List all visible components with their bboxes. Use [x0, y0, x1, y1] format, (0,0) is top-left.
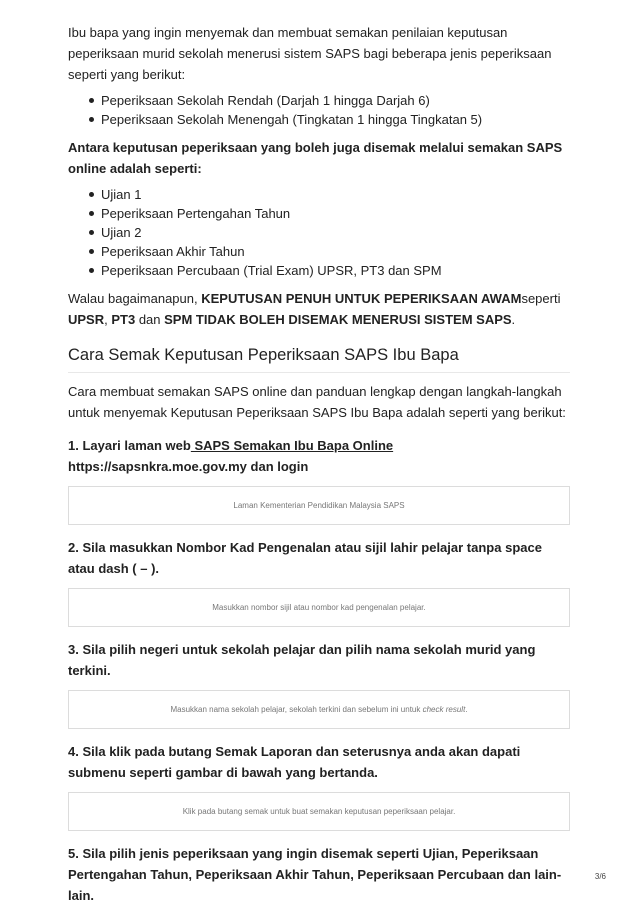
- image-placeholder: [68, 690, 570, 729]
- step-text: 1. Layari laman web: [68, 438, 191, 453]
- list-item: Ujian 1: [89, 185, 570, 204]
- image-caption: Klik pada butang semak untuk buat semakan keputusan peperiksaan pelajar.: [182, 807, 456, 816]
- step-4: 4. Sila klik pada butang Semak Laporan dan seterusnya anda akan dapati submenu seperti gambar di bawah yang bertanda.: [68, 744, 521, 780]
- image-caption: [170, 705, 467, 714]
- exam-intro-paragraph: Antara keputusan peperiksaan yang boleh juga disemak melalui semakan SAPS online adalah seperti:: [68, 140, 563, 176]
- note-text: ,: [104, 312, 112, 327]
- list-item: Peperiksaan Sekolah Rendah (Darjah 1 hingga Darjah 6): [89, 91, 570, 110]
- caption-text: Masukkan nama sekolah pelajar, sekolah terkini dan sebelum ini untuk: [170, 705, 423, 714]
- note-text: seperti: [521, 291, 561, 306]
- page-number: 3/6: [594, 872, 606, 881]
- image-placeholder: [68, 792, 570, 831]
- image-placeholder: [68, 588, 570, 627]
- note-text: .: [511, 312, 516, 327]
- caption-emphasis: check result: [422, 705, 466, 714]
- exam-list: [68, 185, 570, 280]
- image-placeholder: [68, 486, 570, 525]
- step-3: 3. Sila pilih negeri untuk sekolah pelajar dan pilih nama sekolah murid yang terkini.: [68, 642, 536, 678]
- school-level-list: [68, 91, 570, 129]
- note-text: dan: [135, 312, 165, 327]
- note-text: Walau bagaimanapun,: [68, 291, 202, 306]
- note-bold: UPSR: [68, 312, 105, 327]
- caption-text: .: [465, 705, 468, 714]
- note-bold: SPM TIDAK BOLEH DISEMAK MENERUSI SISTEM SAPS: [164, 312, 512, 327]
- image-caption: Laman Kementerian Pendidikan Malaysia SAPS: [233, 501, 405, 510]
- step-5: 5. Sila pilih jenis peperiksaan yang ingin disemak seperti Ujian, Peperiksaan Pertengahan Tahun, Peperiksaan Akhir Tahun, Peperiksaan Percubaan dan lain-lain.: [68, 846, 562, 903]
- step-text: https://sapsnkra.moe.gov.my dan login: [68, 459, 309, 474]
- image-caption: Masukkan nombor sijil atau nombor kad pengenalan pelajar.: [212, 603, 426, 612]
- list-item: Peperiksaan Percubaan (Trial Exam) UPSR, PT3 dan SPM: [89, 261, 570, 280]
- section-heading: Cara Semak Keputusan Peperiksaan SAPS Ibu Bapa: [68, 344, 570, 373]
- note-bold: KEPUTUSAN PENUH UNTUK PEPERIKSAAN AWAM: [201, 291, 522, 306]
- list-item: Peperiksaan Akhir Tahun: [89, 242, 570, 261]
- list-item: Peperiksaan Sekolah Menengah (Tingkatan 1 hingga Tingkatan 5): [89, 110, 570, 129]
- intro-paragraph: Ibu bapa yang ingin menyemak dan membuat semakan penilaian keputusan peperiksaan murid sekolah menerusi sistem SAPS bagi beberapa jenis peperiksaan seperti yang berikut:: [68, 25, 552, 82]
- list-item: Peperiksaan Pertengahan Tahun: [89, 204, 570, 223]
- section-intro-paragraph: Cara membuat semakan SAPS online dan panduan lengkap dengan langkah-langkah untuk menyemak Keputusan Peperiksaan SAPS Ibu Bapa adalah seperti yang berikut:: [68, 384, 566, 420]
- public-exam-note: [68, 288, 570, 330]
- saps-link[interactable]: SAPS Semakan Ibu Bapa Online: [190, 438, 394, 453]
- document-page: [68, 22, 570, 906]
- step-2: 2. Sila masukkan Nombor Kad Pengenalan atau sijil lahir pelajar tanpa space atau dash ( – ).: [68, 540, 542, 576]
- note-bold: PT3: [111, 312, 136, 327]
- list-item: Ujian 2: [89, 223, 570, 242]
- step-1: [68, 435, 570, 477]
